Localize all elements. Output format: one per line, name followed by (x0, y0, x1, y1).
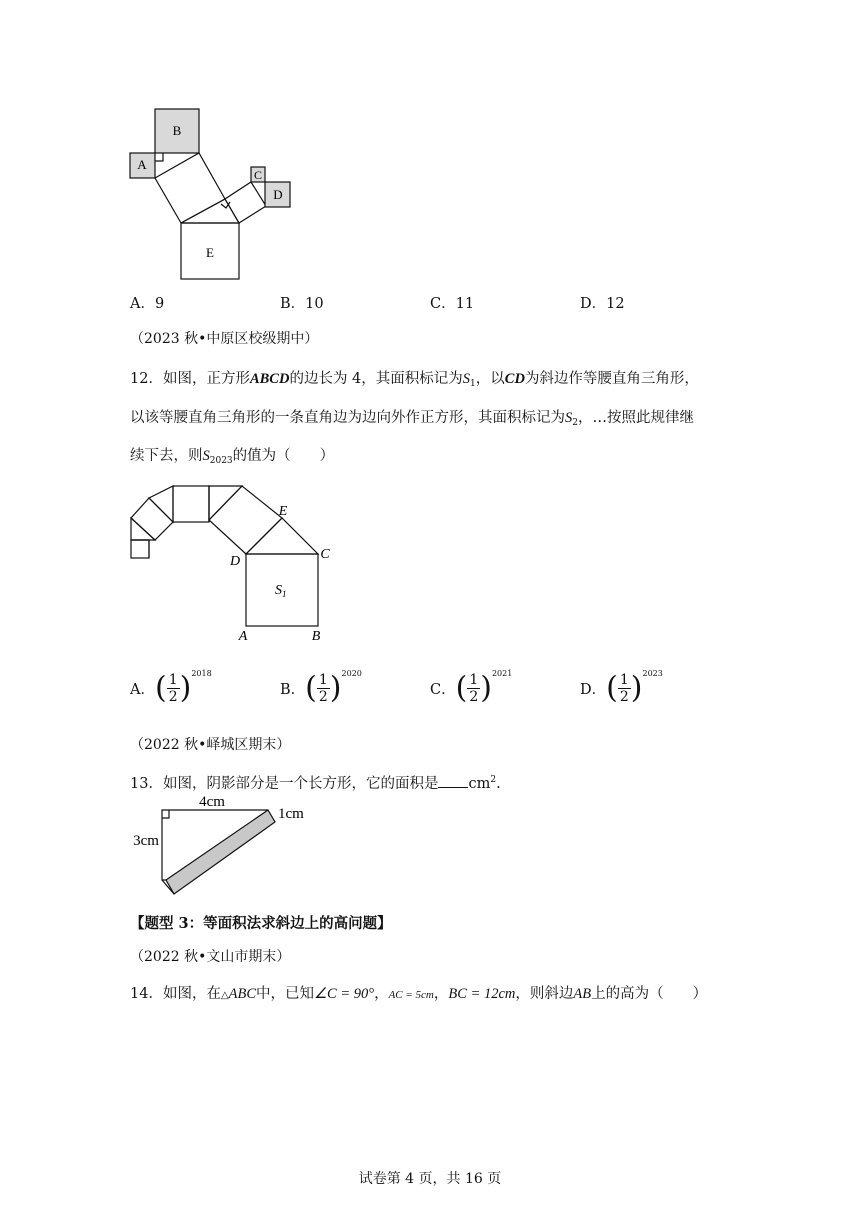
label-b: B (172, 123, 182, 138)
label-a: A (137, 157, 147, 172)
q12-option-b[interactable]: B．( $\frac{1}{2}$ ) 2020 (280, 669, 362, 706)
q11-option-b[interactable]: B．10 (280, 296, 324, 312)
q13-source: （2022 秋•峄城区期末） (130, 737, 291, 753)
q12-source: （2023 秋•中原区校级期中） (130, 331, 319, 347)
label-e: E (278, 504, 288, 519)
q11-option-c[interactable]: C．11 (430, 296, 475, 312)
label-top: 4cm (199, 794, 225, 810)
q11-option-a[interactable]: A．9 (130, 296, 165, 312)
q12-option-a[interactable]: A．( $\frac{1}{2}$ ) 2018 (130, 669, 212, 706)
q14-text: 14．如图，在△ABC中，已知∠C = 90°，AC = 5cm，BC = 12cm，则斜边AB上的高为（ ） (130, 986, 708, 1002)
label-a: A (238, 629, 248, 644)
q12-option-d[interactable]: D．( $\frac{1}{2}$ ) 2023 (580, 669, 663, 706)
q12-line-1: 12．如图，正方形ABCD的边长为 4，其面积标记为$S_1$，以CD为斜边作等腰直角三角形， (130, 371, 699, 389)
q14-source: （2022 秋•文山市期末） (130, 949, 291, 965)
q12-line-3: 续下去，则$S_{2023}$的值为（ ） (130, 448, 335, 466)
section-title: 【题型 3：等面积法求斜边上的高问题】 (130, 915, 392, 932)
figure-q11 (125, 105, 300, 285)
label-left: 3cm (133, 833, 159, 849)
page-footer: 试卷第 4 页，共 16 页 (358, 1171, 502, 1187)
answer-blank[interactable] (438, 775, 468, 788)
figure-q12 (125, 480, 345, 650)
q11-option-d[interactable]: D．12 (580, 296, 625, 312)
label-c: C (320, 547, 330, 562)
q12-option-c[interactable]: C．( $\frac{1}{2}$ ) 2021 (430, 669, 513, 706)
label-b: B (311, 629, 321, 644)
label-right: 1cm (278, 806, 304, 822)
label-c: C (253, 168, 263, 182)
label-e: E (206, 245, 214, 260)
label-d: D (273, 187, 283, 202)
q13-text: 13．如图，阴影部分是一个长方形，它的面积是 $cm^2$. (130, 775, 501, 792)
figure-q13 (128, 792, 308, 902)
q12-line-2: 以该等腰直角三角形的一条直角边为边向外作正方形，其面积标记为$S_2$，…按照此规律继 (130, 410, 694, 428)
label-d: D (229, 554, 241, 569)
label-s1: $S_1$ (275, 583, 287, 599)
